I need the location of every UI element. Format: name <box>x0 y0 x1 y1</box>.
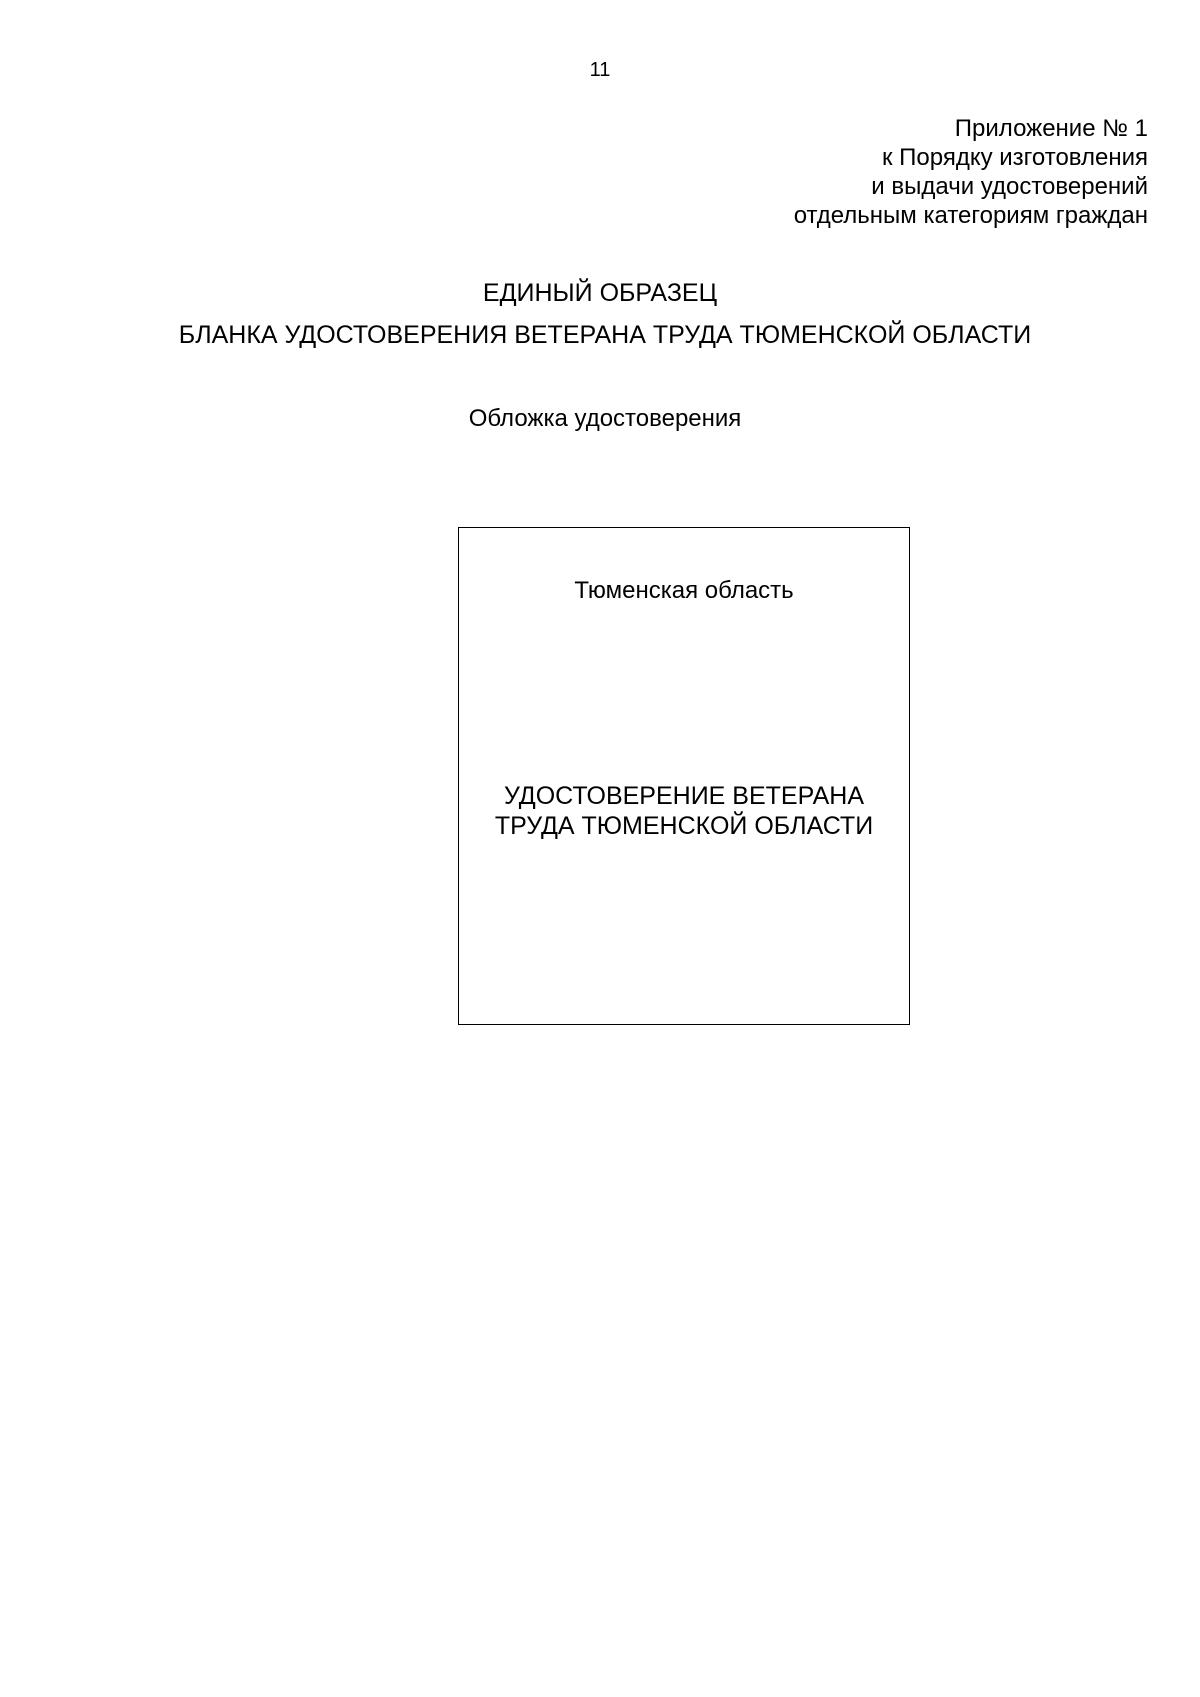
appendix-line: Приложение № 1 <box>954 115 1148 142</box>
cover-title <box>459 781 909 841</box>
appendix-line: отдельным категориям граждан <box>793 202 1148 229</box>
certificate-cover-frame <box>458 527 910 1025</box>
cover-region-label: Тюменская область <box>574 577 794 604</box>
appendix-line: к Порядку изготовления <box>881 144 1148 171</box>
cover-title-line: ТРУДА ТЮМЕНСКОЙ ОБЛАСТИ <box>494 812 874 840</box>
page-number: 11 <box>589 59 611 81</box>
document-title-subline: БЛАНКА УДОСТОВЕРЕНИЯ ВЕТЕРАНА ТРУДА ТЮМЕНСКОЙ ОБЛАСТИ <box>178 321 1032 349</box>
appendix-line: и выдачи удостоверений <box>871 173 1148 200</box>
appendix-reference <box>548 114 1148 230</box>
section-subtitle: Обложка удостоверения <box>468 405 742 432</box>
document-title: ЕДИНЫЙ ОБРАЗЕЦ <box>482 279 718 307</box>
cover-title-line: УДОСТОВЕРЕНИЕ ВЕТЕРАНА <box>504 782 864 810</box>
